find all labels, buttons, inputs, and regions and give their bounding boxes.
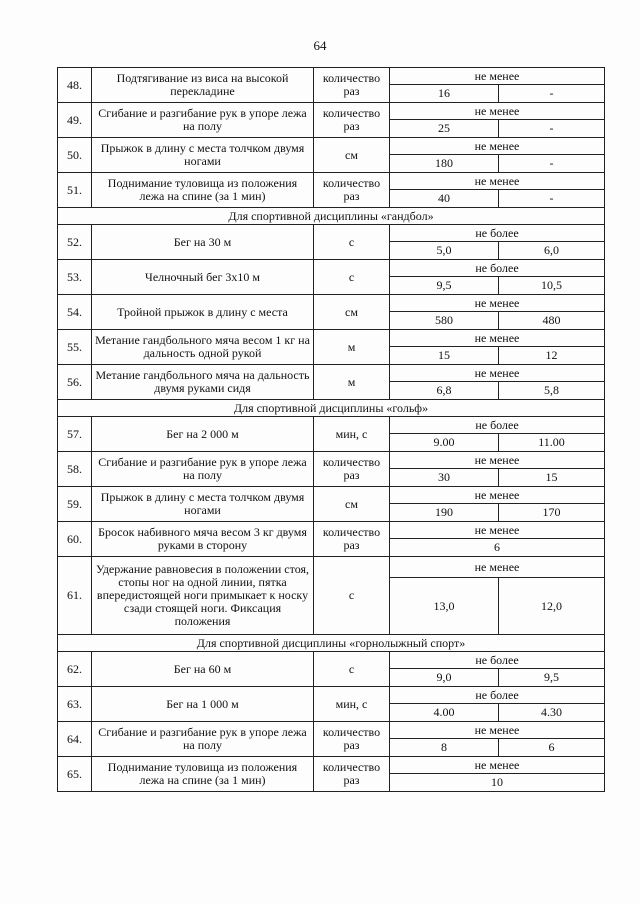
exercise-name: Бег на 1 000 м xyxy=(92,687,314,722)
norm-type: не более xyxy=(390,417,605,434)
exercise-name: Бег на 30 м xyxy=(92,225,314,260)
exercise-name: Поднимание туловища из положения лежа на спине (за 1 мин) xyxy=(92,757,314,792)
norm-type: не менее xyxy=(390,452,605,469)
unit-of-measure: количество раз xyxy=(314,68,390,103)
exercise-name: Метание гандбольного мяча весом 1 кг на дальность одной рукой xyxy=(92,330,314,365)
table-row xyxy=(58,225,605,242)
row-number: 64. xyxy=(58,722,92,757)
unit-of-measure: количество раз xyxy=(314,722,390,757)
unit-of-measure: мин, с xyxy=(314,687,390,722)
norms-table-container xyxy=(57,67,604,792)
exercise-name: Сгибание и разгибание рук в упоре лежа на полу xyxy=(92,103,314,138)
norm-type: не более xyxy=(390,225,605,242)
unit-of-measure: с xyxy=(314,557,390,635)
exercise-name: Метание гандбольного мяча на дальность двумя руками сидя xyxy=(92,365,314,400)
norm-value-boys: 9,0 xyxy=(390,669,499,687)
table-row xyxy=(58,68,605,85)
unit-of-measure: количество раз xyxy=(314,452,390,487)
table-row xyxy=(58,722,605,739)
norm-type: не более xyxy=(390,687,605,704)
norm-value-boys: 580 xyxy=(390,312,499,330)
unit-of-measure: м xyxy=(314,330,390,365)
norm-value-girls: 9,5 xyxy=(499,669,605,687)
norm-value-girls: - xyxy=(499,155,605,173)
row-number: 52. xyxy=(58,225,92,260)
norm-value-boys: 16 xyxy=(390,85,499,103)
norm-type: не менее xyxy=(390,757,605,774)
exercise-name: Удержание равновесия в положении стоя, стопы ног на одной линии, пятка впередистоящей ноги примыкает к носку сзади стоящей ноги. Фиксация положения xyxy=(92,557,314,635)
norms-table-body xyxy=(58,68,605,792)
row-number: 62. xyxy=(58,652,92,687)
norm-type: не менее xyxy=(390,68,605,85)
exercise-name: Бег на 60 м xyxy=(92,652,314,687)
exercise-name: Прыжок в длину с места толчком двумя ногами xyxy=(92,138,314,173)
row-number: 63. xyxy=(58,687,92,722)
section-header-row xyxy=(58,208,605,225)
section-header-row xyxy=(58,400,605,417)
norm-type: не менее xyxy=(390,487,605,504)
row-number: 55. xyxy=(58,330,92,365)
unit-of-measure: с xyxy=(314,225,390,260)
unit-of-measure: количество раз xyxy=(314,522,390,557)
norm-value-girls: 12,0 xyxy=(499,578,605,635)
table-row xyxy=(58,522,605,539)
section-title: Для спортивной дисциплины «гандбол» xyxy=(58,208,605,225)
table-row xyxy=(58,138,605,155)
section-title: Для спортивной дисциплины «гольф» xyxy=(58,400,605,417)
norm-value-girls: 4.30 xyxy=(499,704,605,722)
row-number: 51. xyxy=(58,173,92,208)
row-number: 58. xyxy=(58,452,92,487)
unit-of-measure: количество раз xyxy=(314,103,390,138)
table-row xyxy=(58,365,605,382)
norm-value-boys: 6,8 xyxy=(390,382,499,400)
norm-type: не менее xyxy=(390,330,605,347)
table-row xyxy=(58,487,605,504)
norm-value-boys: 9,5 xyxy=(390,277,499,295)
row-number: 53. xyxy=(58,260,92,295)
table-row xyxy=(58,330,605,347)
table-row xyxy=(58,103,605,120)
norm-value-boys: 9.00 xyxy=(390,434,499,452)
norm-value-girls: 5,8 xyxy=(499,382,605,400)
norm-value-boys: 8 xyxy=(390,739,499,757)
unit-of-measure: количество раз xyxy=(314,173,390,208)
exercise-name: Подтягивание из виса на высокой перекладине xyxy=(92,68,314,103)
exercise-name: Прыжок в длину с места толчком двумя ногами xyxy=(92,487,314,522)
norm-value-boys: 40 xyxy=(390,190,499,208)
exercise-name: Сгибание и разгибание рук в упоре лежа на полу xyxy=(92,722,314,757)
norm-value-girls: 11.00 xyxy=(499,434,605,452)
norm-value-girls: 15 xyxy=(499,469,605,487)
norms-table xyxy=(57,67,605,792)
row-number: 61. xyxy=(58,557,92,635)
unit-of-measure: см xyxy=(314,295,390,330)
norm-type: не менее xyxy=(390,365,605,382)
norm-value-girls: 12 xyxy=(499,347,605,365)
page-number: 64 xyxy=(313,38,327,53)
norm-value-boys: 190 xyxy=(390,504,499,522)
norm-value-boys: 4.00 xyxy=(390,704,499,722)
row-number: 48. xyxy=(58,68,92,103)
row-number: 50. xyxy=(58,138,92,173)
exercise-name: Бег на 2 000 м xyxy=(92,417,314,452)
table-row xyxy=(58,652,605,669)
row-number: 60. xyxy=(58,522,92,557)
exercise-name: Поднимание туловища из положения лежа на спине (за 1 мин) xyxy=(92,173,314,208)
row-number: 56. xyxy=(58,365,92,400)
norm-value-girls: 6 xyxy=(499,739,605,757)
unit-of-measure: см xyxy=(314,487,390,522)
norm-value-boys: 180 xyxy=(390,155,499,173)
unit-of-measure: с xyxy=(314,260,390,295)
norm-value-girls: - xyxy=(499,120,605,138)
norm-value-boys: 15 xyxy=(390,347,499,365)
row-number: 59. xyxy=(58,487,92,522)
norm-type: не более xyxy=(390,652,605,669)
section-title: Для спортивной дисциплины «горнолыжный спорт» xyxy=(58,635,605,652)
norm-value: 6 xyxy=(390,539,605,557)
unit-of-measure: с xyxy=(314,652,390,687)
row-number: 57. xyxy=(58,417,92,452)
exercise-name: Бросок набивного мяча весом 3 кг двумя руками в сторону xyxy=(92,522,314,557)
norm-value-boys: 25 xyxy=(390,120,499,138)
norm-type: не менее xyxy=(390,522,605,539)
table-row xyxy=(58,295,605,312)
table-row xyxy=(58,687,605,704)
norm-value-boys: 5,0 xyxy=(390,242,499,260)
norm-value-boys: 13,0 xyxy=(390,578,499,635)
unit-of-measure: количество раз xyxy=(314,757,390,792)
unit-of-measure: см xyxy=(314,138,390,173)
table-row xyxy=(58,757,605,774)
norm-value-girls: - xyxy=(499,85,605,103)
table-row xyxy=(58,557,605,578)
norm-type: не менее xyxy=(390,103,605,120)
norm-value-girls: 6,0 xyxy=(499,242,605,260)
exercise-name: Челночный бег 3х10 м xyxy=(92,260,314,295)
norm-value-girls: - xyxy=(499,190,605,208)
norm-value-boys: 30 xyxy=(390,469,499,487)
unit-of-measure: мин, с xyxy=(314,417,390,452)
row-number: 54. xyxy=(58,295,92,330)
norm-type: не менее xyxy=(390,138,605,155)
table-row xyxy=(58,417,605,434)
unit-of-measure: м xyxy=(314,365,390,400)
norm-value: 10 xyxy=(390,774,605,792)
norm-value-girls: 170 xyxy=(499,504,605,522)
exercise-name: Тройной прыжок в длину с места xyxy=(92,295,314,330)
norm-type: не менее xyxy=(390,295,605,312)
row-number: 65. xyxy=(58,757,92,792)
norm-type: не более xyxy=(390,260,605,277)
norm-value-girls: 480 xyxy=(499,312,605,330)
norm-type: не менее xyxy=(390,557,605,578)
table-row xyxy=(58,260,605,277)
norm-value-girls: 10,5 xyxy=(499,277,605,295)
section-header-row xyxy=(58,635,605,652)
norm-type: не менее xyxy=(390,173,605,190)
table-row xyxy=(58,452,605,469)
norm-type: не менее xyxy=(390,722,605,739)
table-row xyxy=(58,173,605,190)
exercise-name: Сгибание и разгибание рук в упоре лежа на полу xyxy=(92,452,314,487)
row-number: 49. xyxy=(58,103,92,138)
